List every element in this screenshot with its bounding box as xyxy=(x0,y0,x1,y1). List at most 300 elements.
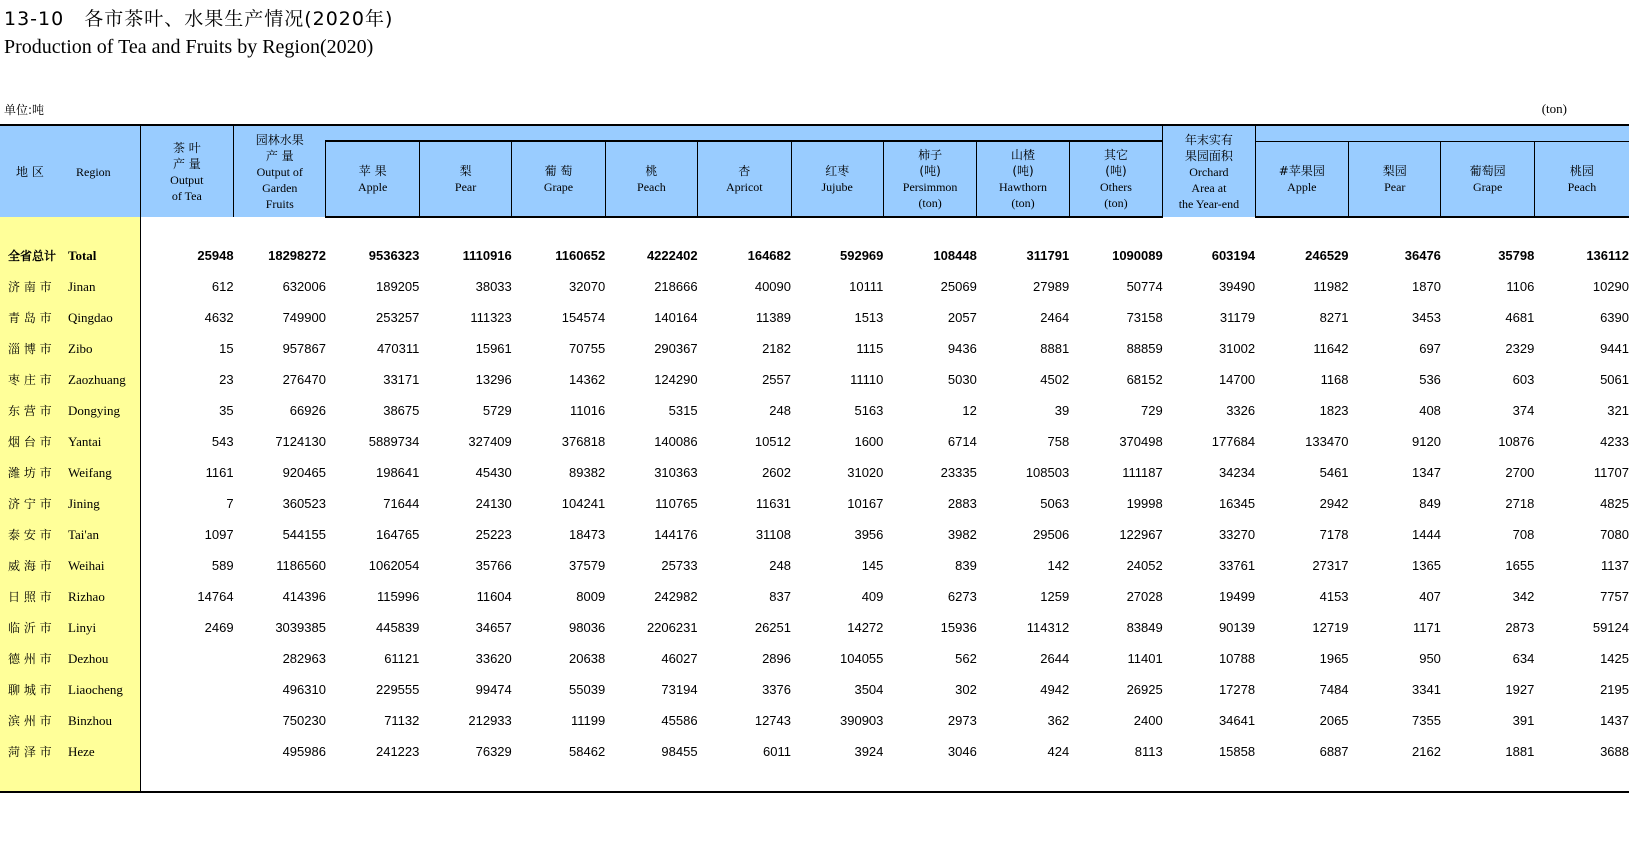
value-cell: 241223 xyxy=(375,744,420,759)
value-cell: 282963 xyxy=(282,651,326,666)
region-name-en: Zibo xyxy=(68,341,93,356)
value-cell: 7124130 xyxy=(275,434,326,449)
region-name-en: Qingdao xyxy=(68,310,113,325)
value-cell: 362 xyxy=(1047,713,1070,728)
unit-label-en: (ton) xyxy=(1541,101,1567,116)
value-cell: 391 xyxy=(1512,713,1535,728)
value-cell: 154574 xyxy=(561,310,606,325)
value-cell: 76329 xyxy=(475,744,512,759)
region-name-en: Yantai xyxy=(68,434,102,449)
value-cell: 1513 xyxy=(854,310,884,325)
region-cell xyxy=(0,488,140,519)
value-cell: 16345 xyxy=(1218,496,1256,511)
table-row xyxy=(0,426,1629,457)
value-cell: 73158 xyxy=(1126,310,1163,325)
value-cell: 6390 xyxy=(1600,310,1629,325)
value-cell: 342 xyxy=(1512,589,1535,604)
value-cell: 544155 xyxy=(282,527,326,542)
value-cell: 697 xyxy=(1419,341,1441,356)
table-row xyxy=(0,612,1629,643)
region-name-en: Rizhao xyxy=(68,589,105,604)
header-apple: 苹 果 Apple xyxy=(326,141,419,217)
value-cell: 108503 xyxy=(1025,465,1070,480)
table-title-en: Production of Tea and Fruits by Region(2020) xyxy=(4,36,374,58)
table-row xyxy=(0,333,1629,364)
value-cell: 31179 xyxy=(1219,310,1256,325)
value-cell: 4632 xyxy=(204,310,234,325)
value-cell: 83849 xyxy=(1126,620,1163,635)
table-row xyxy=(0,364,1629,395)
region-name-cn: 潍 坊 市 xyxy=(8,466,52,480)
value-cell: 71644 xyxy=(383,496,420,511)
value-cell xyxy=(140,643,233,674)
value-cell: 242982 xyxy=(654,589,698,604)
region-name-en: Zaozhuang xyxy=(68,372,126,387)
value-cell: 3376 xyxy=(762,682,791,697)
region-cell xyxy=(0,550,140,581)
region-cell xyxy=(0,333,140,364)
region-cell xyxy=(0,240,140,271)
header-apple-orchard: #苹果园 Apple xyxy=(1255,141,1348,217)
header-persimmon: 柿子 (吨) Persimmon (ton) xyxy=(883,141,976,217)
value-cell: 90139 xyxy=(1218,620,1256,635)
value-cell: 140086 xyxy=(654,434,698,449)
value-cell: 603194 xyxy=(1211,248,1256,263)
value-cell: 26925 xyxy=(1126,682,1163,697)
value-cell: 1655 xyxy=(1505,558,1535,573)
value-cell: 35798 xyxy=(1498,248,1535,263)
value-cell: 15936 xyxy=(940,620,977,635)
region-name-en: Weihai xyxy=(68,558,105,573)
value-cell: 25733 xyxy=(661,558,698,573)
value-cell: 920465 xyxy=(282,465,326,480)
value-cell: 8113 xyxy=(1134,744,1163,759)
value-cell: 31108 xyxy=(755,527,791,542)
value-cell: 38675 xyxy=(383,403,420,418)
table-row xyxy=(0,674,1629,705)
value-cell xyxy=(140,705,233,736)
region-cell xyxy=(0,674,140,705)
value-cell: 7 xyxy=(226,496,234,511)
value-cell: 11707 xyxy=(1593,465,1629,480)
value-cell: 11110 xyxy=(850,372,884,387)
value-cell: 164765 xyxy=(375,527,420,542)
value-cell: 37579 xyxy=(569,558,606,573)
value-cell: 3924 xyxy=(854,744,884,759)
header-region: 地 区 Region xyxy=(0,125,140,217)
table-row xyxy=(0,705,1629,736)
value-cell: 45586 xyxy=(661,713,698,728)
value-cell: 950 xyxy=(1419,651,1441,666)
value-cell: 248 xyxy=(769,558,791,573)
value-cell: 12719 xyxy=(1312,620,1349,635)
region-cell xyxy=(0,581,140,612)
value-cell: 61121 xyxy=(384,651,420,666)
value-cell: 19998 xyxy=(1126,496,1163,511)
value-cell: 9441 xyxy=(1600,341,1629,356)
value-cell xyxy=(140,674,233,705)
region-name-cn: 聊 城 市 xyxy=(8,683,52,697)
value-cell: 32070 xyxy=(569,279,606,294)
value-cell: 5315 xyxy=(668,403,698,418)
value-cell: 25069 xyxy=(940,279,977,294)
region-name-en: Dezhou xyxy=(68,651,109,666)
value-cell: 8009 xyxy=(576,589,606,604)
value-cell: 1965 xyxy=(1319,651,1349,666)
value-cell: 758 xyxy=(1047,434,1070,449)
value-cell: 15858 xyxy=(1218,744,1256,759)
value-cell: 33761 xyxy=(1218,558,1256,573)
value-cell: 327409 xyxy=(468,434,512,449)
value-cell: 1137 xyxy=(1601,558,1629,573)
region-name-en: Heze xyxy=(68,744,95,759)
value-cell: 189205 xyxy=(375,279,420,294)
value-cell: 3504 xyxy=(854,682,884,697)
region-name-en: Jinan xyxy=(68,279,96,294)
value-cell: 376818 xyxy=(561,434,606,449)
value-cell: 39490 xyxy=(1218,279,1256,294)
region-cell xyxy=(0,736,140,767)
table-title-cn: 13-10 各市茶叶、水果生产情况(2020年) xyxy=(4,8,394,30)
production-table xyxy=(0,124,1629,793)
value-cell: 142 xyxy=(1047,558,1070,573)
value-cell: 18298272 xyxy=(268,248,326,263)
value-cell: 2469 xyxy=(204,620,234,635)
value-cell: 1437 xyxy=(1600,713,1629,728)
value-cell: 45430 xyxy=(475,465,512,480)
region-cell xyxy=(0,612,140,643)
value-cell: 2206231 xyxy=(646,620,698,635)
value-cell: 11642 xyxy=(1313,341,1349,356)
region-name-cn: 泰 安 市 xyxy=(8,528,52,542)
value-cell: 133470 xyxy=(1305,434,1349,449)
value-cell: 5030 xyxy=(947,372,977,387)
value-cell: 98036 xyxy=(569,620,606,635)
value-cell: 837 xyxy=(769,589,791,604)
value-cell: 25223 xyxy=(475,527,512,542)
table-row xyxy=(0,736,1629,767)
value-cell: 2942 xyxy=(1319,496,1349,511)
value-cell: 414396 xyxy=(282,589,326,604)
value-cell: 708 xyxy=(1512,527,1535,542)
value-cell: 108448 xyxy=(933,248,977,263)
region-name-en: Total xyxy=(68,248,97,263)
value-cell: 38033 xyxy=(475,279,512,294)
value-cell: 2873 xyxy=(1505,620,1535,635)
value-cell: 1347 xyxy=(1412,465,1441,480)
value-cell: 321 xyxy=(1607,403,1629,418)
value-cell: 99474 xyxy=(475,682,512,697)
region-name-en: Dongying xyxy=(68,403,120,418)
value-cell: 11389 xyxy=(755,310,791,325)
value-cell: 11604 xyxy=(476,589,512,604)
value-cell: 4153 xyxy=(1319,589,1349,604)
value-cell: 24052 xyxy=(1126,558,1163,573)
value-cell: 229555 xyxy=(375,682,420,697)
value-cell: 66926 xyxy=(289,403,326,418)
value-cell: 111187 xyxy=(1122,465,1163,480)
value-cell: 7178 xyxy=(1319,527,1349,542)
value-cell: 2602 xyxy=(762,465,791,480)
value-cell: 10512 xyxy=(754,434,791,449)
value-cell: 536 xyxy=(1419,372,1441,387)
region-name-cn: 青 岛 市 xyxy=(8,311,52,325)
header-orchard-area: 年末实有 果园面积 Orchard Area at the Year-end xyxy=(1163,125,1255,217)
value-cell: 145 xyxy=(861,558,884,573)
value-cell: 612 xyxy=(211,279,234,294)
value-cell: 58462 xyxy=(569,744,606,759)
value-cell: 1444 xyxy=(1412,527,1441,542)
value-cell: 1365 xyxy=(1412,558,1441,573)
header-peach-orchard: 桃园 Peach xyxy=(1534,141,1629,217)
value-cell: 311791 xyxy=(1026,248,1070,263)
region-cell xyxy=(0,364,140,395)
value-cell: 2883 xyxy=(947,496,977,511)
region-name-cn: 菏 泽 市 xyxy=(8,745,52,759)
value-cell: 11982 xyxy=(1313,279,1349,294)
value-cell: 749900 xyxy=(282,310,326,325)
region-cell xyxy=(0,519,140,550)
value-cell: 1115 xyxy=(856,341,884,356)
value-cell: 589 xyxy=(211,558,234,573)
value-cell: 33270 xyxy=(1218,527,1256,542)
region-cell xyxy=(0,705,140,736)
value-cell: 24130 xyxy=(475,496,512,511)
value-cell: 136112 xyxy=(1586,248,1629,263)
spacer-row xyxy=(0,217,1629,240)
value-cell: 27028 xyxy=(1126,589,1163,604)
region-cell xyxy=(0,426,140,457)
value-cell: 5729 xyxy=(482,403,512,418)
value-cell: 2065 xyxy=(1319,713,1349,728)
bottom-spacer-row xyxy=(0,767,1629,792)
value-cell: 603 xyxy=(1512,372,1535,387)
value-cell: 248 xyxy=(769,403,791,418)
value-cell: 1110916 xyxy=(462,248,512,263)
value-cell: 10167 xyxy=(847,496,884,511)
value-cell: 36476 xyxy=(1404,248,1441,263)
value-cell: 1168 xyxy=(1320,372,1349,387)
value-cell: 2700 xyxy=(1505,465,1535,480)
value-cell: 23335 xyxy=(940,465,977,480)
value-cell: 957867 xyxy=(282,341,326,356)
header-grape: 葡 萄 Grape xyxy=(512,141,605,217)
value-cell: 470311 xyxy=(376,341,420,356)
value-cell: 495986 xyxy=(282,744,326,759)
value-cell: 212933 xyxy=(468,713,512,728)
value-cell: 1160652 xyxy=(555,248,606,263)
value-cell: 4222402 xyxy=(646,248,698,263)
header-hawthorn: 山楂 (吨) Hawthorn (ton) xyxy=(977,141,1069,217)
region-name-en: Liaocheng xyxy=(68,682,123,697)
value-cell: 5063 xyxy=(1040,496,1070,511)
value-cell: 104241 xyxy=(561,496,606,511)
value-cell: 71132 xyxy=(384,713,420,728)
value-cell: 839 xyxy=(955,558,977,573)
value-cell: 310363 xyxy=(654,465,698,480)
value-cell: 1600 xyxy=(854,434,884,449)
value-cell: 115996 xyxy=(376,589,420,604)
region-name-cn: 东 营 市 xyxy=(8,404,52,418)
value-cell: 114312 xyxy=(1026,620,1070,635)
value-cell: 11016 xyxy=(570,403,606,418)
value-cell: 2329 xyxy=(1505,341,1535,356)
value-cell: 1425 xyxy=(1600,651,1629,666)
value-cell: 3982 xyxy=(947,527,977,542)
value-cell: 4233 xyxy=(1600,434,1629,449)
value-cell: 122967 xyxy=(1119,527,1163,542)
region-cell xyxy=(0,271,140,302)
value-cell: 55039 xyxy=(569,682,606,697)
value-cell: 20638 xyxy=(569,651,606,666)
value-cell: 140164 xyxy=(654,310,698,325)
region-name-cn: 威 海 市 xyxy=(8,559,52,573)
value-cell: 88859 xyxy=(1126,341,1163,356)
value-cell: 729 xyxy=(1141,403,1163,418)
value-cell: 408 xyxy=(1419,403,1441,418)
value-cell: 562 xyxy=(955,651,977,666)
value-cell: 39 xyxy=(1054,403,1070,418)
value-cell: 6887 xyxy=(1319,744,1349,759)
value-cell: 5061 xyxy=(1600,372,1629,387)
header-pear-orchard: 梨园 Pear xyxy=(1349,141,1441,217)
value-cell: 98455 xyxy=(661,744,698,759)
value-cell: 14272 xyxy=(847,620,884,635)
value-cell: 390903 xyxy=(840,713,884,728)
table-row xyxy=(0,581,1629,612)
value-cell: 17278 xyxy=(1218,682,1256,697)
value-cell: 110765 xyxy=(655,496,698,511)
value-cell: 1927 xyxy=(1505,682,1535,697)
value-cell: 10111 xyxy=(849,279,884,294)
value-cell: 849 xyxy=(1419,496,1441,511)
value-cell: 89382 xyxy=(569,465,606,480)
value-cell: 3688 xyxy=(1600,744,1629,759)
region-name-en: Tai'an xyxy=(68,527,100,542)
value-cell: 11401 xyxy=(1127,651,1163,666)
value-cell: 3326 xyxy=(1226,403,1256,418)
value-cell: 12 xyxy=(962,403,977,418)
value-cell: 31020 xyxy=(847,465,884,480)
region-name-cn: 烟 台 市 xyxy=(8,435,52,449)
value-cell: 23 xyxy=(219,372,234,387)
value-cell: 7757 xyxy=(1600,589,1629,604)
region-name-en: Jining xyxy=(68,496,100,511)
value-cell: 9536323 xyxy=(368,248,420,263)
region-name-cn: 临 沂 市 xyxy=(8,621,52,635)
table-row xyxy=(0,519,1629,550)
value-cell: 34657 xyxy=(475,620,512,635)
value-cell: 8881 xyxy=(1040,341,1070,356)
value-cell: 290367 xyxy=(654,341,698,356)
value-cell: 2557 xyxy=(762,372,791,387)
value-cell: 5461 xyxy=(1319,465,1349,480)
value-cell: 2718 xyxy=(1505,496,1535,511)
region-name-cn: 德 州 市 xyxy=(8,652,52,666)
value-cell: 9120 xyxy=(1412,434,1441,449)
header-grape-orchard: 葡萄园 Grape xyxy=(1441,141,1534,217)
value-cell: 409 xyxy=(861,589,884,604)
value-cell: 10788 xyxy=(1218,651,1256,666)
value-cell: 2896 xyxy=(762,651,791,666)
region-name-en: Weifang xyxy=(68,465,112,480)
value-cell: 11631 xyxy=(755,496,791,511)
value-cell: 5163 xyxy=(854,403,884,418)
value-cell: 6273 xyxy=(947,589,977,604)
value-cell: 276470 xyxy=(282,372,326,387)
value-cell: 3453 xyxy=(1412,310,1441,325)
value-cell: 5889734 xyxy=(368,434,420,449)
value-cell: 9436 xyxy=(947,341,977,356)
value-cell: 750230 xyxy=(282,713,326,728)
value-cell: 111323 xyxy=(470,310,512,325)
region-name-cn: 全省总计 xyxy=(8,249,57,263)
value-cell: 35766 xyxy=(475,558,512,573)
table-row xyxy=(0,488,1629,519)
value-cell: 29506 xyxy=(1033,527,1070,542)
region-cell xyxy=(0,643,140,674)
value-cell: 632006 xyxy=(282,279,326,294)
value-cell: 407 xyxy=(1419,589,1441,604)
region-cell xyxy=(0,395,140,426)
table-row xyxy=(0,302,1629,333)
header-tea-output: 茶 叶 产 量 Output of Tea xyxy=(140,125,233,217)
header-pear: 梨 Pear xyxy=(419,141,511,217)
header-orchard-group xyxy=(1255,125,1629,141)
header-garden-fruits: 园林水果 产 量 Output of Garden Fruits xyxy=(234,125,326,217)
value-cell: 1823 xyxy=(1319,403,1349,418)
total-row xyxy=(0,240,1629,271)
value-cell: 1090089 xyxy=(1112,248,1163,263)
value-cell: 11199 xyxy=(570,713,606,728)
value-cell: 2400 xyxy=(1133,713,1163,728)
table-row xyxy=(0,395,1629,426)
value-cell: 27989 xyxy=(1033,279,1070,294)
value-cell: 26251 xyxy=(754,620,791,635)
value-cell: 246529 xyxy=(1305,248,1349,263)
value-cell: 2182 xyxy=(762,341,791,356)
value-cell: 8271 xyxy=(1319,310,1349,325)
region-name-cn: 济 宁 市 xyxy=(8,497,52,511)
header-apricot: 杏 Apricot xyxy=(698,141,791,217)
value-cell: 18473 xyxy=(569,527,606,542)
value-cell: 19499 xyxy=(1218,589,1256,604)
value-cell: 3956 xyxy=(854,527,884,542)
value-cell: 302 xyxy=(955,682,977,697)
value-cell: 59124 xyxy=(1592,620,1629,635)
value-cell: 1062054 xyxy=(368,558,420,573)
value-cell: 14700 xyxy=(1218,372,1256,387)
table-row xyxy=(0,271,1629,302)
value-cell: 46027 xyxy=(661,651,698,666)
value-cell: 33620 xyxy=(475,651,512,666)
value-cell: 164682 xyxy=(747,248,791,263)
region-cell xyxy=(0,457,140,488)
value-cell: 177684 xyxy=(1211,434,1256,449)
value-cell: 10876 xyxy=(1498,434,1535,449)
header-peach: 桃 Peach xyxy=(605,141,697,217)
value-cell: 6714 xyxy=(947,434,977,449)
value-cell: 592969 xyxy=(840,248,884,263)
value-cell: 1186560 xyxy=(276,558,326,573)
value-cell: 1171 xyxy=(1412,620,1441,635)
value-cell: 3046 xyxy=(947,744,977,759)
value-cell: 3039385 xyxy=(275,620,326,635)
value-cell: 1870 xyxy=(1412,279,1441,294)
value-cell: 2464 xyxy=(1040,310,1070,325)
value-cell: 124290 xyxy=(654,372,698,387)
value-cell: 10290 xyxy=(1592,279,1629,294)
